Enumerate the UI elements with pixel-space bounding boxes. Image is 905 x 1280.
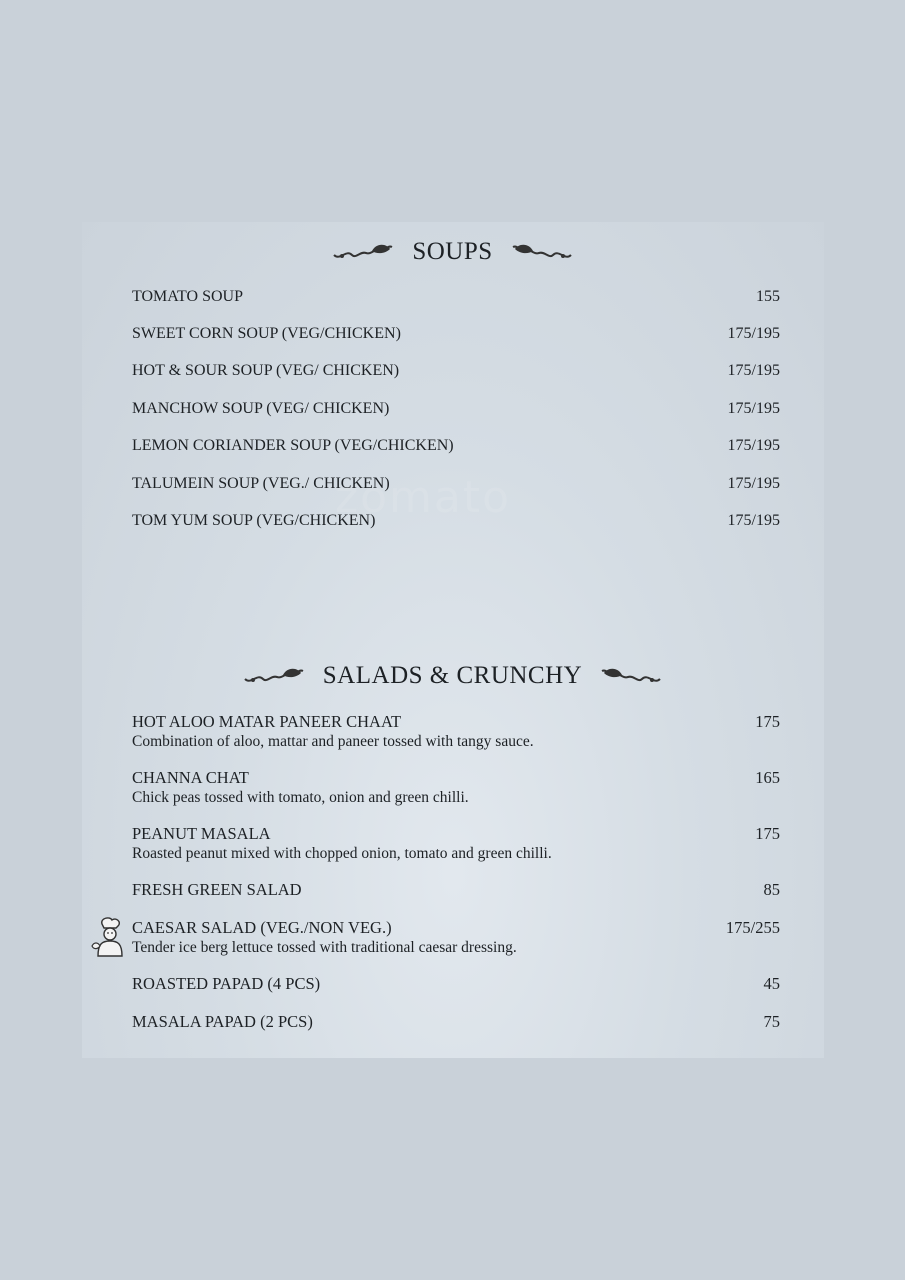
item-name: HOT & SOUR SOUP (VEG/ CHICKEN) <box>132 362 400 379</box>
item-price: 175/195 <box>727 437 780 454</box>
item-price: 85 <box>763 880 780 899</box>
item-name: FRESH GREEN SALAD <box>132 880 302 899</box>
item-name: PEANUT MASALA <box>132 824 271 843</box>
left-flourish-icon <box>332 241 394 263</box>
menu-item <box>132 824 780 863</box>
right-flourish-icon <box>511 241 573 263</box>
left-flourish-icon <box>243 665 305 687</box>
item-price: 175/195 <box>727 512 780 529</box>
item-price: 165 <box>755 768 780 787</box>
item-name: TOMATO SOUP <box>132 288 243 305</box>
item-price: 175/195 <box>727 362 780 379</box>
item-name: HOT ALOO MATAR PANEER CHAAT <box>132 712 402 731</box>
item-price: 45 <box>763 974 780 993</box>
menu-item <box>132 768 780 807</box>
item-description: Chick peas tossed with tomato, onion and green chilli. <box>132 789 469 806</box>
watermark: zomato <box>335 472 512 523</box>
item-price: 175/255 <box>725 918 780 937</box>
item-description: Tender ice berg lettuce tossed with traditional caesar dressing. <box>132 939 517 956</box>
menu-item <box>132 712 780 751</box>
item-price: 75 <box>763 1012 780 1031</box>
soups-heading <box>0 238 905 266</box>
item-description: Roasted peanut mixed with chopped onion, tomato and green chilli. <box>132 845 552 862</box>
item-price: 175 <box>755 712 780 731</box>
item-price: 175/195 <box>727 325 780 342</box>
item-name: CAESAR SALAD (VEG./NON VEG.) <box>132 918 392 937</box>
menu-item <box>132 437 780 455</box>
item-name: TOM YUM SOUP (VEG/CHICKEN) <box>132 512 376 529</box>
salads-title: SALADS & CRUNCHY <box>322 662 583 689</box>
salads-heading <box>0 662 905 690</box>
item-price: 175/195 <box>727 400 780 417</box>
menu-item <box>132 918 780 957</box>
menu-item <box>132 400 780 418</box>
item-name: MANCHOW SOUP (VEG/ CHICKEN) <box>132 400 390 417</box>
menu-item <box>132 1012 780 1032</box>
menu-item <box>132 512 780 530</box>
item-name: SWEET CORN SOUP (VEG/CHICKEN) <box>132 325 401 342</box>
item-price: 155 <box>756 288 780 305</box>
item-price: 175 <box>755 824 780 843</box>
item-name: ROASTED PAPAD (4 PCS) <box>132 974 321 993</box>
item-name: CHANNA CHAT <box>132 768 249 787</box>
menu-item <box>132 974 780 994</box>
menu-item <box>132 288 780 306</box>
menu-item <box>132 475 780 493</box>
chef-icon <box>88 916 128 958</box>
item-name: LEMON CORIANDER SOUP (VEG/CHICKEN) <box>132 437 454 454</box>
right-flourish-icon <box>600 665 662 687</box>
item-price: 175/195 <box>727 475 780 492</box>
soups-title: SOUPS <box>412 238 493 265</box>
menu-item <box>132 325 780 343</box>
menu-item <box>132 880 780 900</box>
item-description: Combination of aloo, mattar and paneer tossed with tangy sauce. <box>132 733 534 750</box>
menu-item <box>132 362 780 380</box>
item-name: MASALA PAPAD (2 PCS) <box>132 1012 313 1031</box>
item-name: TALUMEIN SOUP (VEG./ CHICKEN) <box>132 475 390 492</box>
